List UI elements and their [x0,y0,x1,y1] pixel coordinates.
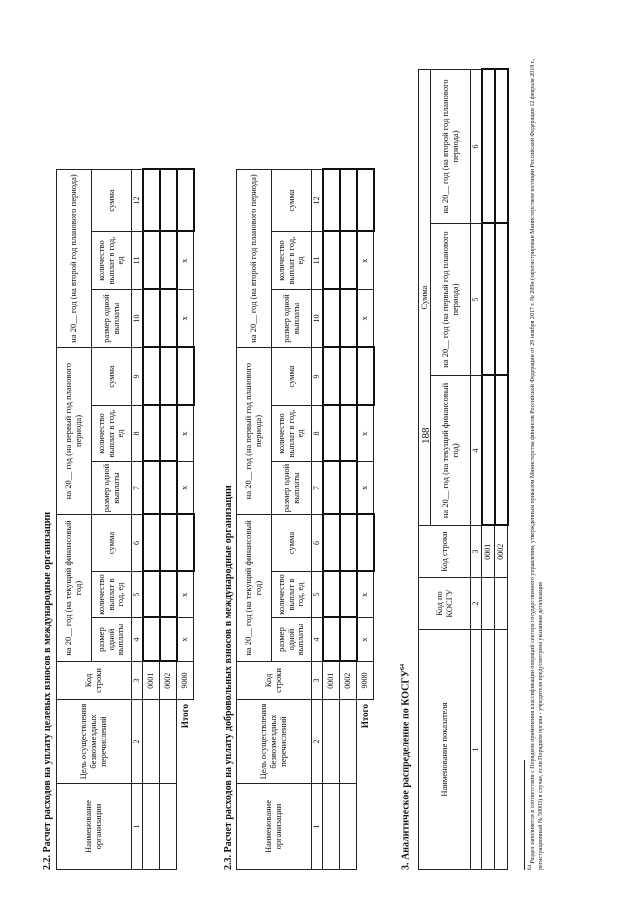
header-sum: сумма [272,348,312,406]
page-number: 188 [420,427,432,444]
col-number: 3 [471,526,482,578]
header-sum: Сумма [419,70,431,526]
table-row [340,170,357,870]
row-code: 0001 [482,526,495,578]
header-count: количество выплат в год, ед [272,572,312,618]
col-number: 9 [312,348,323,406]
x-mark: х [177,406,194,462]
header-year-first: на 20__ год (на первый год планового периода) [237,348,272,515]
col-number: 5 [312,572,323,618]
header-size-one: размер одной выплаты [92,290,132,348]
table-kosgu-distribution [418,69,509,871]
x-mark: х [357,462,374,515]
row-code: 0001 [143,662,160,700]
col-number: 10 [312,290,323,348]
header-year-current: на 20__ год (на текущий финансовый год) [57,515,92,662]
col-number: 4 [471,376,482,526]
header-year-first: на 20__ год (на первый год планового периода) [57,348,92,515]
col-number: 2 [312,700,323,784]
col-number: 11 [132,232,143,290]
col-number: 7 [132,462,143,515]
header-size-one: размер одной выплаты [272,462,312,515]
header-sum: сумма [92,170,132,232]
x-mark: х [357,572,374,618]
x-mark: х [357,406,374,462]
section-3-title: 3. Аналитическое распределение по КОСГУ$^{64}$ [400,663,412,870]
col-number: 3 [132,662,143,700]
header-sum: сумма [272,515,312,572]
header-count: количество выплат в год, ед [92,232,132,290]
total-row [177,170,194,870]
header-code-row: Код строки [237,662,312,700]
footnote-separator [524,760,525,870]
col-number: 8 [312,406,323,462]
header-year-second: на 20__ год (на второй год планового периода) [237,170,272,348]
col-number: 6 [132,515,143,572]
table-row [143,170,160,870]
table-row [495,70,508,870]
total-label: Итого [180,704,191,729]
x-mark: х [177,572,194,618]
col-number: 6 [471,70,482,224]
total-label: Итого [360,704,371,729]
x-mark: х [177,618,194,662]
header-org-name: Наименование организации [57,784,132,870]
col-number: 7 [312,462,323,515]
col-number: 5 [132,572,143,618]
header-sum-current: на 20__ год (на текущий финансовый год) [431,376,471,526]
table-target-contributions [56,169,195,871]
header-code-row: Код строки [57,662,132,700]
header-sum: сумма [272,170,312,232]
header-org-name: Наименование организации [237,784,312,870]
header-indicator-name: Наименование показателя [419,630,471,870]
col-number: 6 [312,515,323,572]
row-code: 0002 [495,526,508,578]
col-number: 12 [312,170,323,232]
header-sum-second: на 20__ год (на второй год планового периода) [431,70,471,224]
header-year-current: на 20__ год (на текущий финансовый год) [237,515,272,662]
col-number: 4 [312,618,323,662]
header-size-one: размер одной выплаты [272,290,312,348]
header-size-one: размер одной выплаты [272,618,312,662]
col-number: 11 [312,232,323,290]
header-count: количество выплат в год, ед [272,406,312,462]
row-code: 0001 [323,662,340,700]
header-sum: сумма [92,348,132,406]
col-number: 1 [312,784,323,870]
header-row-code: Код строки [419,526,471,578]
header-purpose: Цель осуществления безвозмездных перечислений [237,700,312,784]
footnote: $^{64}$ Раздел заполняется в соответствии с Порядком применения классификации операций сектора государственного управления, утвержденным приказом Министерства финансов Российской Федерации от 29 ноября 2017 г. № 209н (зарегистрирован Министерством юстиции Российской Федерации 12 февраля 2018 г., регистрационный № 50003) в случае, если Порядком органа - учредителя предусмотрена указанная детализация [528,58,544,870]
header-purpose: Цель осуществления безвозмездных перечислений [57,700,132,784]
col-number: 4 [132,618,143,662]
header-kosgu-code: Код по КОСГУ [419,578,471,630]
col-number: 1 [471,630,482,870]
header-size-one: размер одной выплаты [92,618,132,662]
x-mark: х [357,618,374,662]
col-number: 3 [312,662,323,700]
header-sum: сумма [92,515,132,572]
header-year-second: на 20__ год (на второй год планового периода) [57,170,92,348]
total-row [357,170,374,870]
header-count: количество выплат в год, ед [92,572,132,618]
total-code: 9000 [177,662,194,700]
col-number: 1 [132,784,143,870]
table-row [160,170,177,870]
col-number: 10 [132,290,143,348]
x-mark: х [177,462,194,515]
x-mark: х [177,232,194,290]
col-number: 8 [132,406,143,462]
col-number: 2 [132,700,143,784]
row-code: 0002 [160,662,177,700]
row-code: 0002 [340,662,357,700]
section-2-3-title: 2.3. Расчет расходов на уплату добровольных взносов в международные организации [223,485,234,870]
rotated-page-content [38,30,618,875]
header-sum-first: на 20__ год (на первый год планового периода) [431,224,471,376]
col-number: 12 [132,170,143,232]
col-number: 9 [132,348,143,406]
header-count: количество выплат в год, ед [272,232,312,290]
section-2-2-title: 2.2. Расчет расходов на уплату целевых взносов в международные организации [42,511,53,870]
x-mark: х [357,290,374,348]
x-mark: х [357,232,374,290]
x-mark: х [177,290,194,348]
col-number: 2 [471,578,482,630]
header-count: количество выплат в год, ед [92,406,132,462]
table-row [482,70,495,870]
table-voluntary-contributions [236,169,375,871]
col-number: 5 [471,224,482,376]
header-size-one: размер одной выплаты [92,462,132,515]
total-code: 9000 [357,662,374,700]
table-row [323,170,340,870]
